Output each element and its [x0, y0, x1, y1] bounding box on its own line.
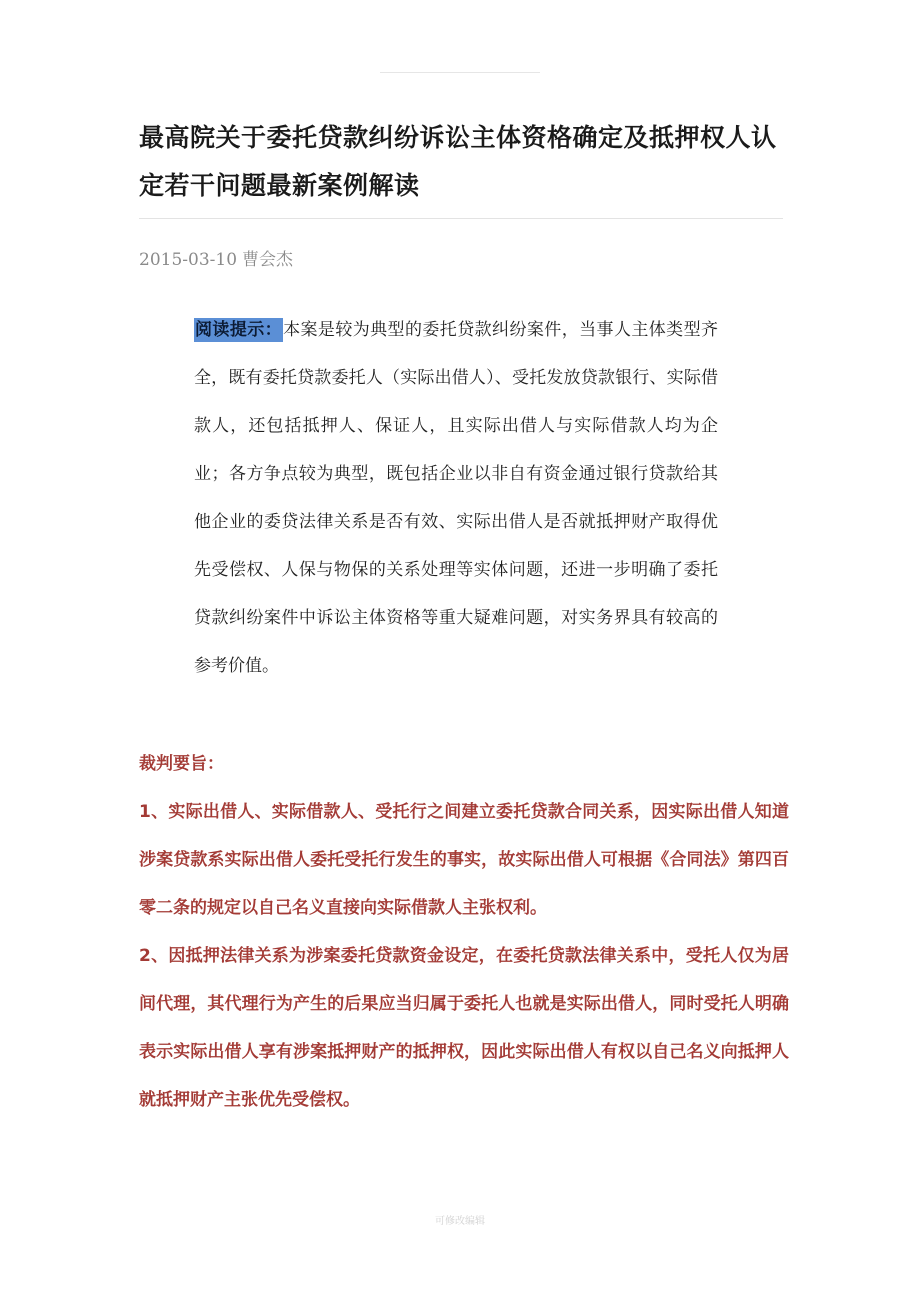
- holding-section: [139, 740, 789, 1124]
- title-divider: [139, 218, 783, 219]
- holding-heading: 裁判要旨：: [139, 754, 224, 774]
- publish-date: 2015-03-10: [139, 250, 238, 270]
- article-title: 最高院关于委托贷款纠纷诉讼主体资格确定及抵押权人认定若干问题最新案例解读: [139, 123, 777, 200]
- footer-watermark: 可修改编辑: [435, 1216, 485, 1227]
- holding-point-2: 2、因抵押法律关系为涉案委托贷款资金设定，在委托贷款法律关系中，受托人仅为居间代理，其代理行为产生的后果应当归属于委托人也就是实际出借人，同时受托人明确表示实际出借人享有涉案抵押财产的抵押权，因此实际出借人有权以自己名义向抵押人就抵押财产主张优先受偿权。: [139, 946, 789, 1110]
- reading-tip-label: 阅读提示：: [195, 320, 283, 340]
- reading-tip-text: 本案是较为典型的委托贷款纠纷案件，当事人主体类型齐全，既有委托贷款委托人（实际出借人）、受托发放贷款银行、实际借款人，还包括抵押人、保证人，且实际出借人与实际借款人均为企业；各方争点较为典型，既包括企业以非自有资金通过银行贷款给其他企业的委贷法律关系是否有效、实际出借人是否就抵押财产取得优先受偿权、人保与物保的关系处理等实体问题，还进一步明确了委托贷款纠纷案件中诉讼主体资格等重大疑难问题，对实务界具有较高的参考价值。: [194, 320, 719, 676]
- holding-point-1: 1、实际出借人、实际借款人、受托行之间建立委托贷款合同关系，因实际出借人知道涉案贷款系实际出借人委托受托行发生的事实，故实际出借人可根据《合同法》第四百零二条的规定以自己名义直接向实际借款人主张权利。: [139, 802, 789, 918]
- article-meta: [139, 248, 293, 272]
- header-divider: [380, 72, 540, 73]
- reading-tip-paragraph: [194, 306, 718, 690]
- author-name: 曹会杰: [242, 250, 294, 270]
